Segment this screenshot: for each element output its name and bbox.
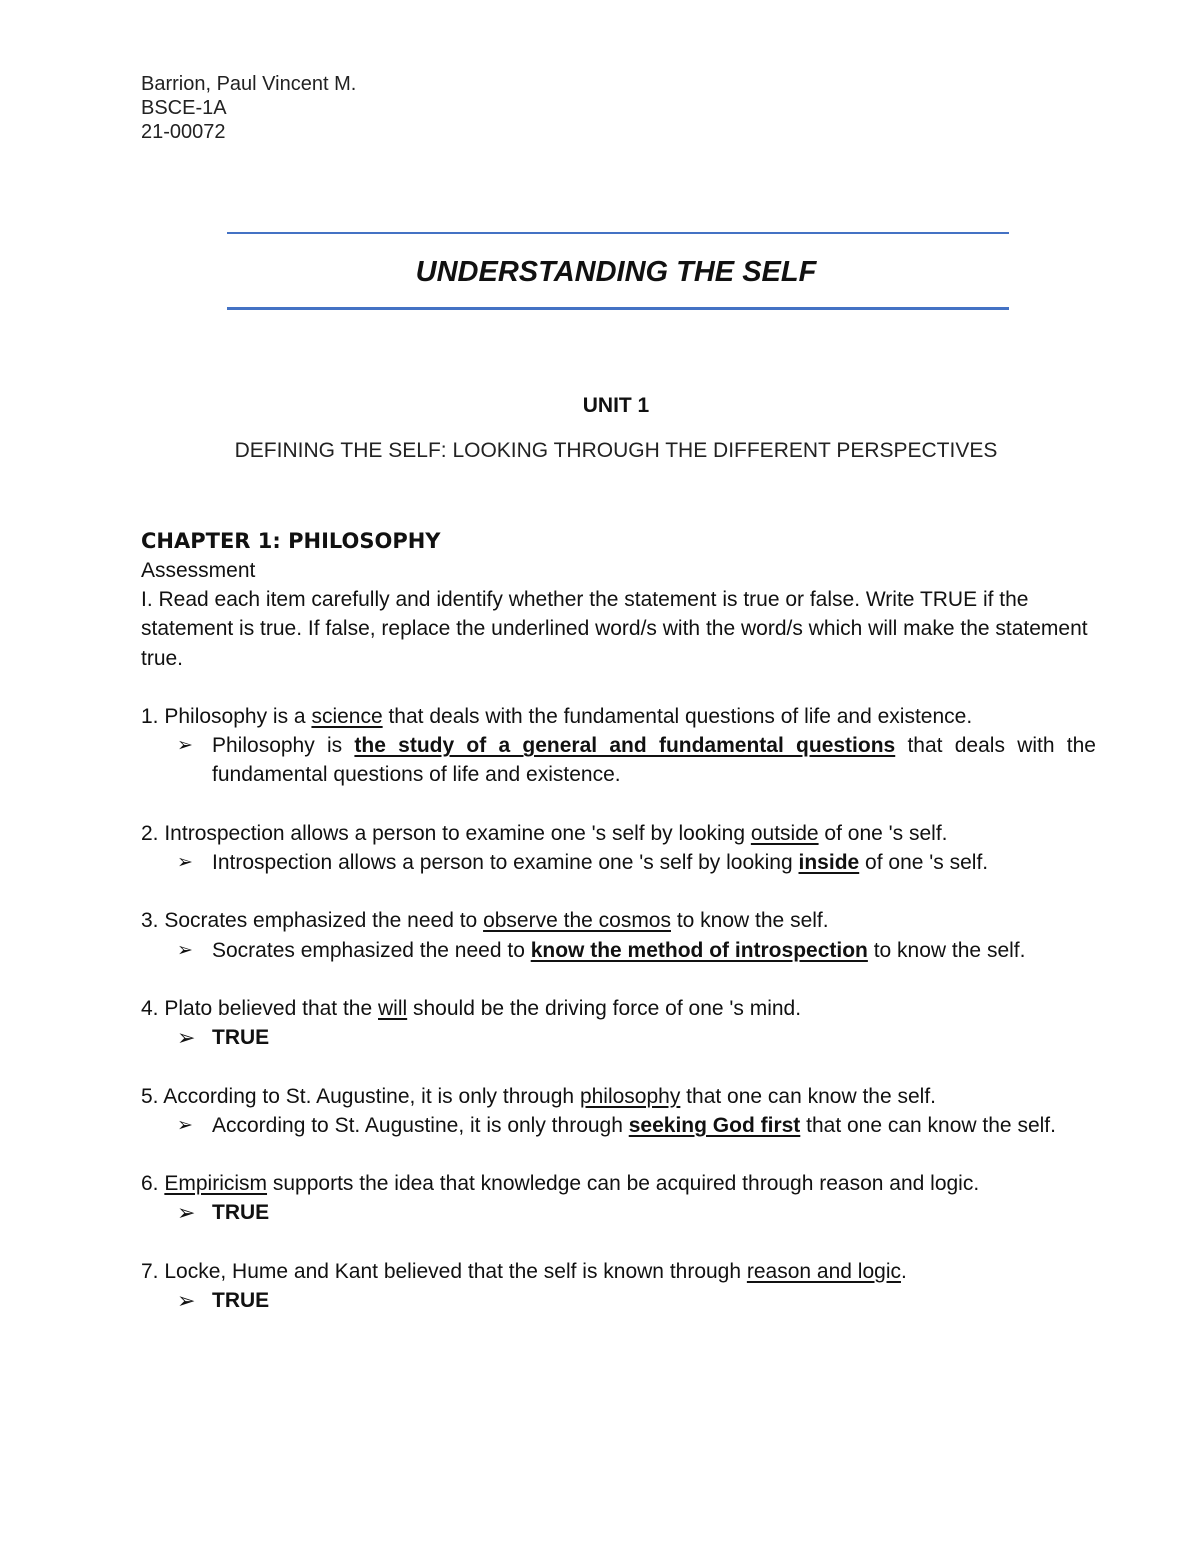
underlined-word: observe the cosmos: [483, 909, 671, 933]
question-statement: 2. Introspection allows a person to examine one 's self by looking outside of one 's self.: [141, 821, 948, 845]
assessment-label: Assessment: [141, 559, 256, 582]
arrow-bullet-icon: ➢: [177, 939, 193, 961]
title-rule-bottom: [227, 307, 1009, 310]
answer-statement: ➢ Introspection allows a person to examine one 's self by looking inside of one 's self.: [141, 848, 1096, 877]
unit-title: UNIT 1: [582, 394, 650, 417]
underlined-word: Empiricism: [164, 1172, 268, 1196]
question-statement: 4. Plato believed that the will should be the driving force of one 's mind.: [141, 996, 802, 1020]
document-title: UNDERSTANDING THE SELF: [415, 256, 817, 288]
question-item-5: [141, 1082, 1096, 1140]
question-item-7: [141, 1257, 1096, 1315]
question-item-2: [141, 819, 1096, 877]
underlined-word: philosophy: [579, 1084, 681, 1108]
underlined-word: science: [311, 705, 383, 728]
question-statement: 5. According to St. Augustine, it is only through philosophy that one can know the self.: [141, 1084, 937, 1108]
question-item-3: [141, 906, 1096, 964]
student-name: Barrion, Paul Vincent M.: [141, 73, 357, 95]
answer-true: ➢ TRUE: [141, 1286, 1096, 1315]
assessment-content: [141, 527, 1096, 1315]
arrow-bullet-icon: ➢: [177, 1287, 196, 1313]
corrected-word: seeking God first: [628, 1113, 801, 1137]
unit-subtitle: DEFINING THE SELF: LOOKING THROUGH THE DIFFERENT PERSPECTIVES: [234, 439, 998, 462]
question-statement: 1. Philosophy is a science that deals with the fundamental questions of life and existence.: [141, 705, 973, 728]
answer-statement: ➢ Socrates emphasized the need to know the method of introspection to know the self.: [141, 936, 1096, 965]
question-item-6: [141, 1169, 1096, 1227]
answer-true: ➢ TRUE: [141, 1023, 1096, 1052]
question-item-4: [141, 994, 1096, 1052]
instructions: I. Read each item carefully and identify whether the statement is true or false. Write TRUE if the statement is true. If false, replace the underlined word/s with the word/s which will make the statement true.: [141, 588, 1088, 670]
student-info: [141, 72, 356, 144]
question-statement: 6. Empiricism supports the idea that knowledge can be acquired through reason and logic.: [141, 1172, 980, 1196]
arrow-bullet-icon: ➢: [177, 852, 193, 873]
arrow-bullet-icon: ➢: [177, 1025, 196, 1051]
corrected-word: the study of a general and fundamental questions: [354, 734, 896, 758]
underlined-word: reason and logic: [746, 1259, 901, 1283]
chapter-heading: CHAPTER 1: PHILOSOPHY: [141, 529, 441, 553]
question-statement: 7. Locke, Hume and Kant believed that the self is known through reason and logic.: [141, 1259, 907, 1283]
underlined-word: will: [378, 996, 408, 1020]
arrow-bullet-icon: ➢: [177, 735, 193, 757]
question-statement: 3. Socrates emphasized the need to observe the cosmos to know the self.: [141, 909, 829, 933]
arrow-bullet-icon: ➢: [177, 1114, 193, 1136]
student-id: 21-00072: [141, 121, 226, 143]
answer-statement: ➢ According to St. Augustine, it is only through seeking God first that one can know the self.: [141, 1111, 1096, 1140]
answer-statement: ➢ Philosophy is the study of a general and fundamental questions that deals with the fundamental questions of life and existence.: [141, 731, 1096, 789]
student-section: BSCE-1A: [141, 97, 227, 119]
title-rule-top: [227, 232, 1009, 234]
answer-true: ➢ TRUE: [141, 1198, 1096, 1227]
underlined-word: outside: [750, 821, 819, 845]
arrow-bullet-icon: ➢: [177, 1200, 196, 1226]
corrected-word: know the method of introspection: [530, 938, 868, 962]
question-item-1: [141, 702, 1096, 790]
corrected-word: inside: [798, 851, 860, 874]
